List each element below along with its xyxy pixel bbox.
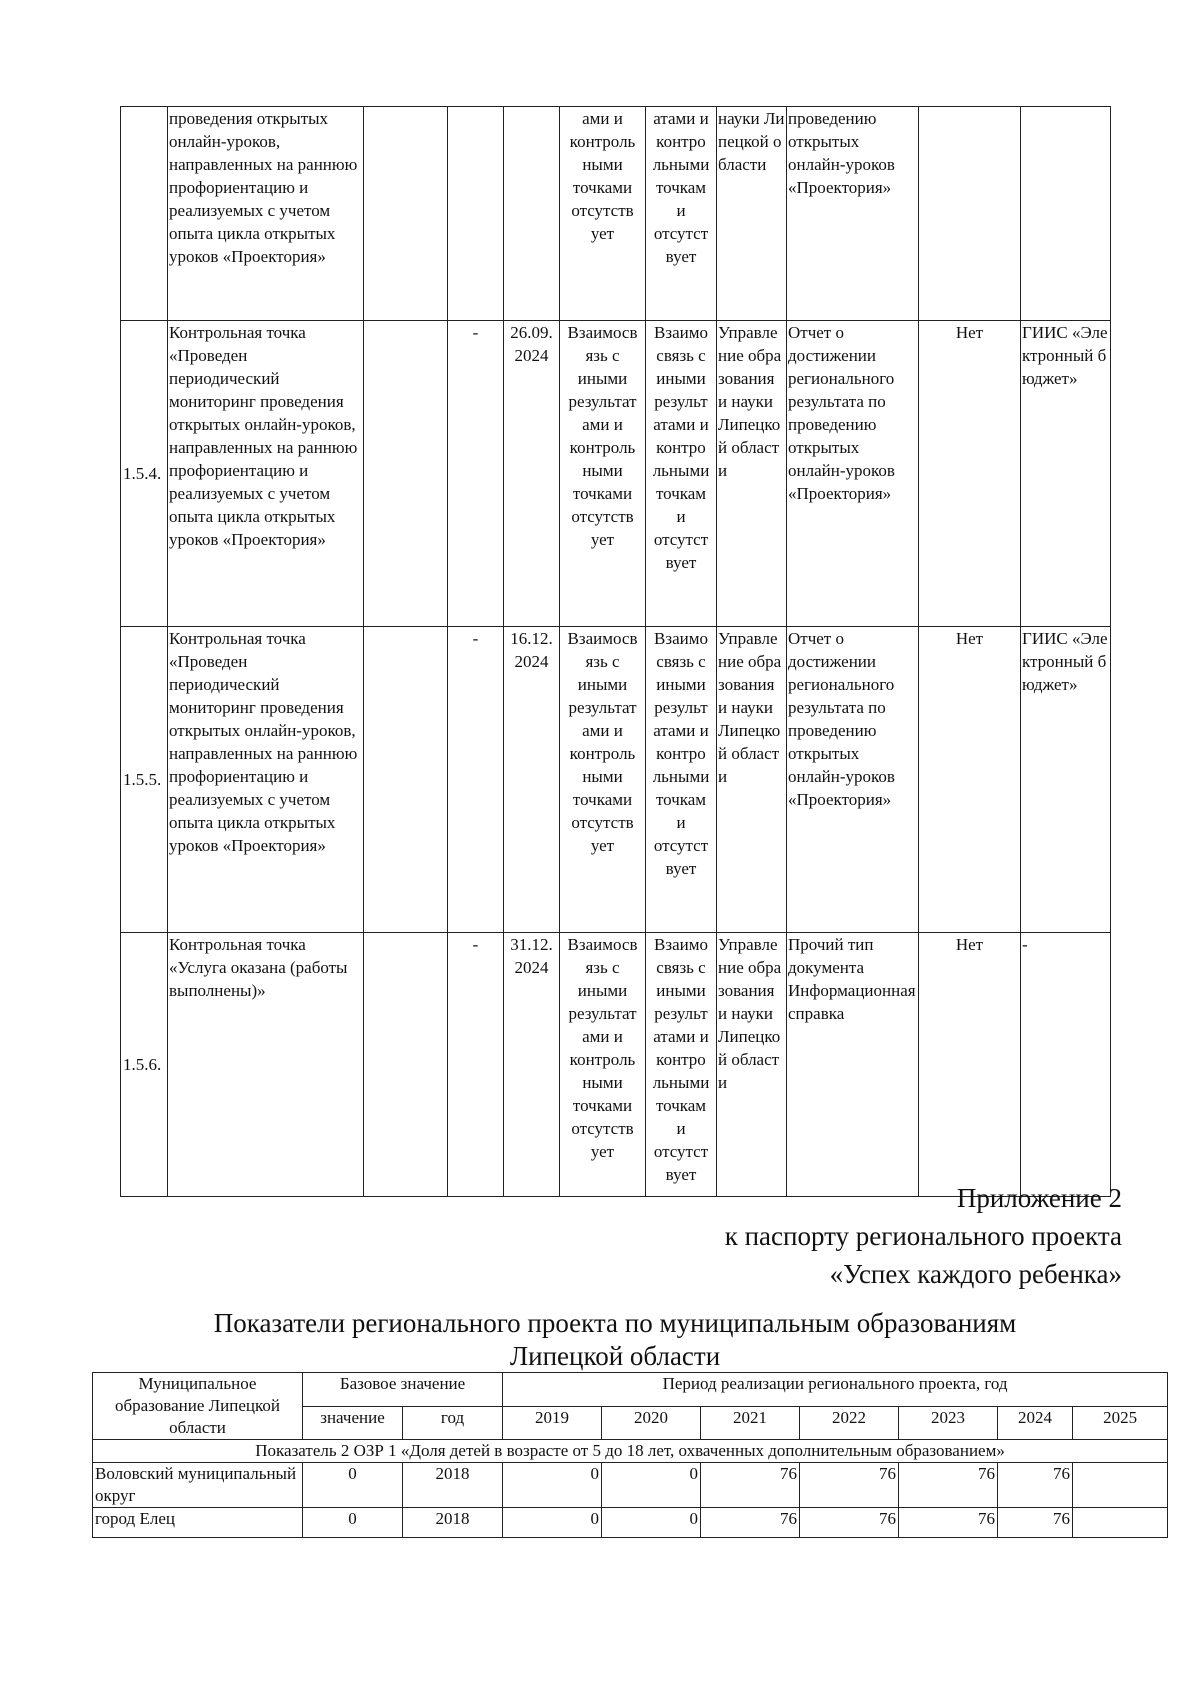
control-point-name: проведения открытых онлайн-уроков, направленных на раннюю профориентацию и реализуемых с учетом опыта цикла открытых уроков «Проектория» (168, 107, 364, 321)
previous-point: - (448, 627, 504, 933)
table-row (121, 107, 1111, 321)
relation-previous: ами и контроль ными точками отсутств ует (560, 107, 646, 321)
table-row (93, 1463, 1168, 1508)
relation-previous: Взаимосв язь с иными результат ами и контроль ными точками отсутств ует (560, 933, 646, 1197)
status-cell: Нет (919, 321, 1021, 627)
table-row (121, 627, 1111, 933)
year-header: 2025 (1073, 1406, 1168, 1440)
year-header: 2021 (701, 1406, 800, 1440)
table-row (121, 321, 1111, 627)
municipality-name: город Елец (93, 1508, 303, 1538)
relation-next: Взаимо связь с иными результ атами и контро льными точкам и отсутст вует (646, 933, 717, 1197)
control-point-name: Контрольная точка «Проведен периодический мониторинг проведения открытых онлайн-уроков, направленных на раннюю профориентацию и реализуемых с учетом опыта цикла открытых уроков «Проектория» (168, 321, 364, 627)
blank-cell (364, 107, 448, 321)
year-value: 0 (602, 1463, 701, 1508)
row-number: 1.5.4. (121, 321, 168, 627)
header-row (93, 1373, 1168, 1407)
document-type: Отчет о достижении регионального результата по проведению открытых онлайн-уроков «Проектория» (787, 321, 919, 627)
indicator-title-row (93, 1440, 1168, 1463)
section-title: Показатели регионального проекта по муниципальным образованиям (213, 1308, 1017, 1338)
base-value-subheader: значение (303, 1406, 403, 1440)
base-year-subheader: год (403, 1406, 503, 1440)
relation-next: Взаимо связь с иными результ атами и контро льными точкам и отсутст вует (646, 627, 717, 933)
previous-point: - (448, 321, 504, 627)
deadline-date: 26.09. 2024 (504, 321, 560, 627)
appendix-subtitle: к паспорту регионального проекта (724, 1221, 1122, 1251)
blank-cell (364, 933, 448, 1197)
info-source: ГИИС «Электронный бюджет» (1021, 627, 1111, 933)
base-value: 0 (303, 1463, 403, 1508)
year-value: 76 (800, 1508, 899, 1538)
year-header: 2019 (503, 1406, 602, 1440)
year-value: 76 (899, 1508, 998, 1538)
relation-previous: Взаимосв язь с иными результат ами и контроль ными точками отсутств ует (560, 321, 646, 627)
year-header: 2022 (800, 1406, 899, 1440)
document-type: Отчет о достижении регионального результата по проведению открытых онлайн-уроков «Проектория» (787, 627, 919, 933)
year-header: 2020 (602, 1406, 701, 1440)
responsible-org: науки Липецкой области (717, 107, 787, 321)
year-header: 2023 (899, 1406, 998, 1440)
previous-point: - (448, 933, 504, 1197)
period-header: Период реализации регионального проекта, год (503, 1373, 1168, 1407)
municipality-name: Воловский муниципальный округ (93, 1463, 303, 1508)
appendix-project-name: «Успех каждого ребенка» (829, 1259, 1122, 1289)
year-value (1073, 1463, 1168, 1508)
table-row (93, 1508, 1168, 1538)
responsible-org: Управление образования и науки Липецкой области (717, 627, 787, 933)
year-value: 0 (503, 1463, 602, 1508)
deadline-date: 31.12. 2024 (504, 933, 560, 1197)
blank-cell (364, 321, 448, 627)
year-value: 76 (800, 1463, 899, 1508)
table-row (121, 933, 1111, 1197)
relation-next: Взаимо связь с иными результ атами и контро льными точкам и отсутст вует (646, 321, 717, 627)
year-value: 76 (899, 1463, 998, 1508)
relation-previous: Взаимосв язь с иными результат ами и контроль ными точками отсутств ует (560, 627, 646, 933)
status-cell: Нет (919, 627, 1021, 933)
year-value: 76 (998, 1463, 1073, 1508)
responsible-org: Управление образования и науки Липецкой области (717, 933, 787, 1197)
info-source: ГИИС «Электронный бюджет» (1021, 321, 1111, 627)
document-type: проведению открытых онлайн-уроков «Проектория» (787, 107, 919, 321)
year-value: 0 (503, 1508, 602, 1538)
previous-point (448, 107, 504, 321)
year-value: 76 (998, 1508, 1073, 1538)
indicator-title: Показатель 2 ОЗР 1 «Доля детей в возрасте от 5 до 18 лет, охваченных дополнительным образованием» (93, 1440, 1168, 1463)
year-value: 0 (602, 1508, 701, 1538)
status-cell: Нет (919, 933, 1021, 1197)
indicators-table (92, 1372, 1168, 1538)
appendix-number: Приложение 2 (956, 1183, 1122, 1213)
info-source (1021, 107, 1111, 321)
status-cell (919, 107, 1021, 321)
deadline-date (504, 107, 560, 321)
section-title-line2: Липецкой области (509, 1341, 721, 1371)
base-value-header: Базовое значение (303, 1373, 503, 1407)
relation-next: атами и контро льными точкам и отсутст вует (646, 107, 717, 321)
municipality-header: Муниципальное образование Липецкой области (93, 1373, 303, 1440)
row-number: 1.5.6. (121, 933, 168, 1197)
base-value: 0 (303, 1508, 403, 1538)
deadline-date: 16.12. 2024 (504, 627, 560, 933)
control-point-name: Контрольная точка «Проведен периодический мониторинг проведения открытых онлайн-уроков, направленных на раннюю профориентацию и реализуемых с учетом опыта цикла открытых уроков «Проектория» (168, 627, 364, 933)
row-number: 1.5.5. (121, 627, 168, 933)
control-point-name: Контрольная точка «Услуга оказана (работы выполнены)» (168, 933, 364, 1197)
year-value: 76 (701, 1508, 800, 1538)
blank-cell (364, 627, 448, 933)
base-year: 2018 (403, 1508, 503, 1538)
year-value (1073, 1508, 1168, 1538)
info-source: - (1021, 933, 1111, 1197)
year-value: 76 (701, 1463, 800, 1508)
year-header: 2024 (998, 1406, 1073, 1440)
responsible-org: Управление образования и науки Липецкой области (717, 321, 787, 627)
base-year: 2018 (403, 1463, 503, 1508)
control-points-table (120, 106, 1111, 1197)
document-type: Прочий тип документа Информационная справка (787, 933, 919, 1197)
row-number (121, 107, 168, 321)
